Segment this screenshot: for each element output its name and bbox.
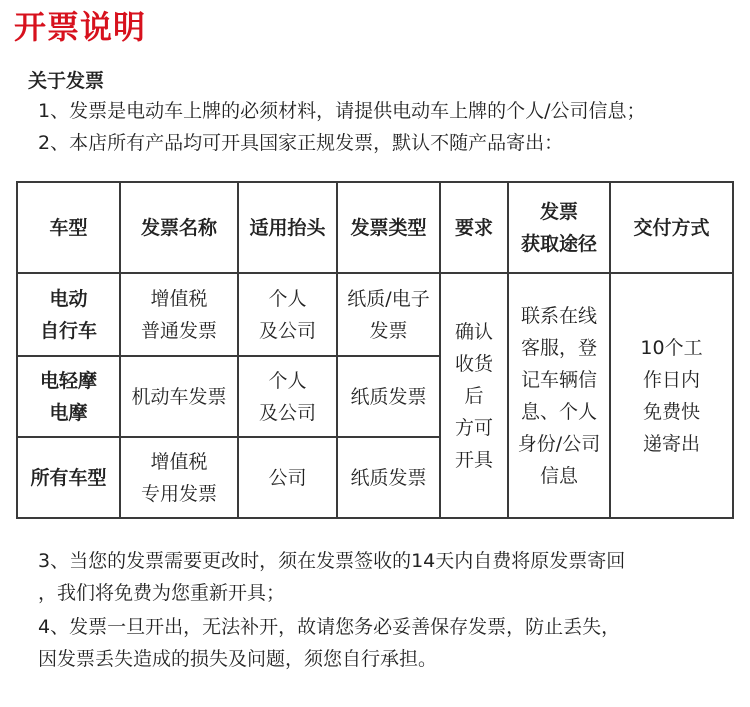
cell-line: 纸质发票 — [350, 385, 427, 408]
cell-title-holder — [238, 437, 337, 518]
cell-invoice-type — [337, 356, 440, 437]
header-acquire — [508, 182, 610, 273]
cell-line: 增值税 — [150, 287, 208, 310]
cell-line: 开具 — [454, 448, 493, 471]
cell-line: 联系在线 — [520, 304, 597, 327]
cell-invoice-type — [337, 273, 440, 356]
cell-car-type — [17, 437, 120, 518]
cell-line: 电摩 — [49, 401, 88, 424]
paragraph-4-line1: 4、发票一旦开出，无法补开，故请您务必妥善保存发票，防止丢失， — [38, 616, 621, 638]
cell-line: 递寄出 — [642, 432, 700, 455]
cell-line: 身份/公司 — [517, 432, 601, 455]
paragraph-1: 1、发票是电动车上牌的必须材料，请提供电动车上牌的个人/公司信息； — [38, 100, 646, 122]
cell-car-type — [17, 273, 120, 356]
cell-title-holder — [238, 356, 337, 437]
cell-line: 信息 — [539, 464, 578, 487]
cell-line: 记车辆信 — [520, 368, 597, 391]
page-title: 开票说明 — [14, 8, 147, 46]
cell-line: 10个工 — [640, 336, 703, 359]
cell-requirement — [440, 273, 508, 518]
cell-line: 电动 — [49, 287, 88, 310]
header-title-holder: 适用抬头 — [238, 182, 337, 273]
cell-acquire — [508, 273, 610, 518]
cell-line: 及公司 — [258, 319, 316, 342]
header-invoice-type: 发票类型 — [337, 182, 440, 273]
cell-line: 收货 — [454, 352, 493, 375]
cell-line: 息、个人 — [520, 400, 597, 423]
cell-line: 纸质发票 — [350, 466, 427, 489]
cell-invoice-name — [120, 273, 238, 356]
cell-line: 作日内 — [642, 368, 700, 391]
cell-invoice-name — [120, 356, 238, 437]
cell-line: 免费快 — [642, 400, 700, 423]
cell-line: 自行车 — [39, 319, 97, 342]
cell-line: 个人 — [268, 287, 307, 310]
cell-line: 专用发票 — [140, 482, 217, 505]
header-acquire-line1: 发票 — [539, 200, 578, 223]
paragraph-3-line1: 3、当您的发票需要更改时，须在发票签收的14天内自费将原发票寄回 — [38, 550, 626, 572]
cell-line: 个人 — [268, 369, 307, 392]
header-invoice-name: 发票名称 — [120, 182, 238, 273]
cell-invoice-type — [337, 437, 440, 518]
cell-line: 所有车型 — [30, 466, 107, 489]
cell-line: 方可 — [454, 416, 493, 439]
cell-line: 客服，登 — [520, 336, 597, 359]
header-requirement: 要求 — [440, 182, 508, 273]
paragraph-4-line2: 因发票丢失造成的损失及问题，须您自行承担。 — [38, 648, 438, 670]
header-car-type: 车型 — [17, 182, 120, 273]
cell-title-holder — [238, 273, 337, 356]
paragraph-2: 2、本店所有产品均可开具国家正规发票，默认不随产品寄出： — [38, 132, 564, 154]
cell-line: 后 — [464, 384, 484, 407]
cell-line: 增值税 — [150, 450, 208, 473]
table-header-row — [17, 182, 733, 273]
cell-line: 纸质/电子 — [347, 287, 430, 310]
cell-car-type — [17, 356, 120, 437]
paragraph-3-line2: ，我们将免费为您重新开具； — [38, 582, 286, 604]
table-row — [17, 273, 733, 356]
invoice-table — [16, 181, 734, 519]
cell-line: 普通发票 — [140, 319, 217, 342]
cell-line: 确认 — [454, 320, 493, 343]
section-heading: 关于发票 — [28, 70, 105, 92]
cell-line: 电轻摩 — [39, 369, 97, 392]
cell-line: 机动车发票 — [131, 385, 227, 408]
cell-line: 发票 — [369, 319, 408, 342]
cell-delivery — [610, 273, 733, 518]
header-acquire-line2: 获取途径 — [520, 232, 597, 255]
cell-line: 公司 — [268, 466, 307, 489]
cell-invoice-name — [120, 437, 238, 518]
header-delivery: 交付方式 — [610, 182, 733, 273]
cell-line: 及公司 — [258, 401, 316, 424]
